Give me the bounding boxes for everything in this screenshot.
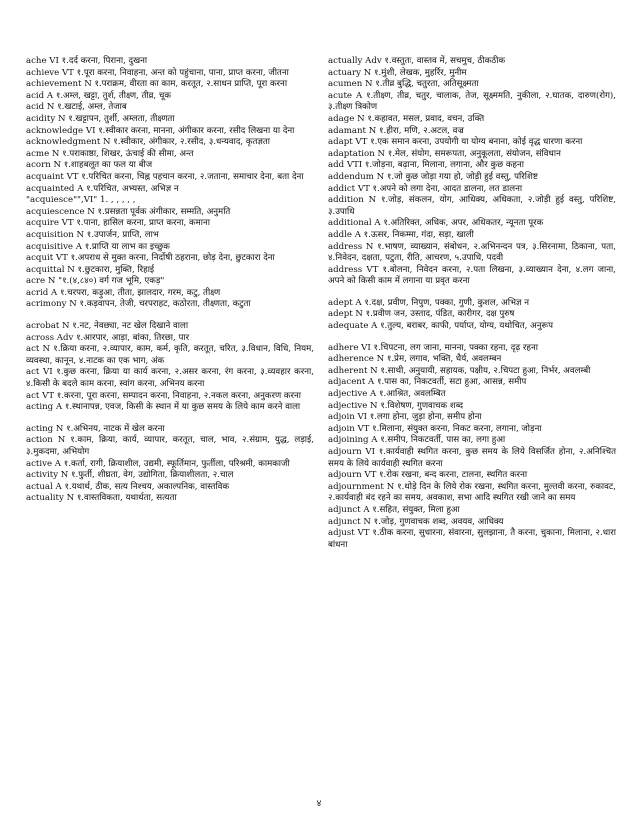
dictionary-entry: acidity N १.खट्टापन, तुर्शी, अम्लता, तीक्ष्णता (26, 113, 175, 124)
dictionary-entry: across Adv १.आरपार, आड़ा, बांका, तिरछा, पार (26, 332, 190, 343)
dictionary-entry: address N १.भाषण, व्याख्यान, संबोधन, २.अभिनन्दन पत्र, ३.सिरनामा, ठिकाना, पता, ४.निवेदन, दक्षता, पटुता, रीति, आचरण, ५.उपाधि, पदवी (328, 241, 616, 264)
dictionary-entry: add VTI १.जोड़ना, बढ़ाना, मिलाना, लगाना, और कुछ कहना (328, 160, 524, 171)
dictionary-entry: acorn N १.शाहबलूत का फल या बीज (26, 160, 153, 171)
dictionary-entry: adjective N १.विशेषण, गुणवाचक शब्द (328, 400, 464, 411)
dictionary-entry: addition N १.जोड़, संकलन, योग, आधिक्य, अधिकता, २.जोड़ी हुई वस्तु, परिशिष्ट, ३.उपाधि (328, 195, 616, 217)
dictionary-entry: acumen N १.तीव्र बुद्धि, चतुरता, अतिसूक्ष्मता (328, 79, 479, 90)
dictionary-entry: act VT १.करना, पूरा करना, सम्पादन करना, निवाहना, २.नकल करना, अनुकरण करना (26, 390, 302, 401)
dictionary-entry: act N १.क्रिया करना, २.व्यापार, काम, कर्म, कृति, करतूत, चरित, ३.विधान, विधि, नियम, व्यवस्था, कानून, ४.नाटक का एक भाग, अंक (26, 344, 314, 366)
dictionary-entry: acknowledgment N १.स्वीकार, अंगीकार, २.रसीद, ३.धन्यवाद, कृतज्ञता (26, 137, 270, 148)
dictionary-entry: adage N १.कहावत, मसल, प्रवाद, वचन, उक्ति (328, 113, 485, 124)
dictionary-entry: acid A १.अम्ल, खट्टा, तुर्श, तीक्ष्ण, तीव्र, चूक (26, 90, 171, 101)
dictionary-entry: actuality N १.वास्तविकता, यथार्थता, सत्यता (26, 493, 177, 504)
left-column (26, 56, 314, 505)
dictionary-entry: acknowledge VI १.स्वीकार करना, मानना, अंगीकार करना, रसीद लिखना या देना (26, 125, 295, 136)
dictionary-entry: acquainted A १.परिचित, अभ्यस्त, अभिज्ञ न (26, 183, 179, 194)
dictionary-entry: acrimony N १.कड़वापन, तेजी, चरपराहट, कठोरता, तीक्ष्णता, कटुता (26, 299, 251, 310)
dictionary-entry: acquaint VT १.परिचित करना, चिह्न पहचान करना, २.जताना, समाचार देना, बता देना (26, 171, 304, 182)
dictionary-entry: acquisitive A १.प्राप्ति या लाभ का इच्छुक (26, 241, 170, 252)
dictionary-entry: adjacent A १.पास का, निकटवर्ती, सटा हुआ, आसन्न, समीप (328, 377, 527, 388)
dictionary-entry: active A १.कर्ता, रागी, क्रियाशील, उद्यमी, स्फूर्तिमान, फुर्तीला, परिश्रमी, कामकाजी (26, 458, 290, 469)
dictionary-entry: addict VT १.अपने को लगा देना, आदत डालना, लत डालना (328, 183, 523, 194)
dictionary-entry: additional A १.अतिरिक्त, अधिक, अपर, अधिकतर, न्यूनता पूरक (328, 218, 544, 229)
dictionary-entry: adjective A १.आश्रित, अवलम्बित (328, 389, 446, 400)
dictionary-entry: acquire VT १.पाना, हासिल करना, प्राप्त करना, कमाना (26, 218, 210, 229)
dictionary-entry: adept N १.प्रवीण जन, उस्ताद, पंडित, कारीगर, दक्ष पुरुष (328, 309, 515, 320)
dictionary-entry: acre N "१.(४,८४०) वर्ग गज भूमि, एकड़" (26, 276, 165, 287)
dictionary-entry: address VT १.बोलना, निवेदन करना, २.पता लिखना, ३.व्याख्यान देना, ४.लग जाना, अपने को किसी काम में लगाना या प्रवृत करना (328, 264, 616, 287)
dictionary-entry: acute A १.तीक्ष्ण, तीव्र, चतुर, चालाक, तेज, सूक्ष्ममति, नुकीला, २.घातक, दारुण(रोग), ३.तीक्ष्ण त्रिकोण (328, 90, 616, 113)
dictionary-entry: adamant N १.हीरा, मणि, २.अटल, वज्र (328, 125, 464, 136)
dictionary-entry: adherence N १.प्रेम, लगाव, भक्ति, धैर्य, अवलम्बन (328, 354, 502, 365)
dictionary-entry: acquit VT १.अपराध से मुक्त करना, निर्दोषी ठहराना, छोड़ देना, छुटकारा देना (26, 253, 275, 264)
dictionary-entry: acrobat N १.नट, नेवछ्या, नट खेल दिखाने वाला (26, 321, 189, 332)
dictionary-entry: adaptation N १.मेल, संयोग, समरूपता, अनुकूलता, संयोजन, संविधान (328, 148, 561, 159)
dictionary-entry: action N १.काम, क्रिया, कार्य, व्यापार, करतूत, चाल, भाव, २.संग्राम, युद्ध, लड़ाई, ३.मुकदमा, अभियोग (26, 435, 314, 457)
dictionary-entry: adhere VI १.चिपटना, लग जाना, मानना, पक्का रहना, दृढ़ रहना (328, 342, 538, 353)
dictionary-entry: actual A १.यथार्थ, ठीक, सत्य निश्चय, अकाल्पनिक, वास्तविक (26, 481, 230, 492)
dictionary-page (26, 56, 616, 796)
page-number: ४ (316, 799, 322, 809)
dictionary-entry: acquittal N १.छुटकारा, मुक्ति, रिहाई (26, 264, 155, 275)
dictionary-entry: adjoin VT १.मिलाना, संयुक्त करना, निकट करना, लगाना, जोड़ना (328, 423, 542, 434)
dictionary-entry: adjoining A १.समीप, निकटवर्ती, पास का, लगा हुआ (328, 435, 506, 446)
dictionary-entry: adjourn VI १.कार्यवाही स्थगित करना, कुछ समय के लिये विसर्जित होना, २.अनिश्चित समय के लिये कार्यवाही स्थगित करना (328, 447, 616, 469)
right-column (328, 56, 616, 551)
dictionary-entry: acting N १.अभिनय, नाटक में खेल करना (26, 423, 165, 434)
dictionary-entry: adjourn VT १.रोक रखना, बन्द करना, टालना, स्थगित करना (328, 470, 528, 481)
dictionary-entry: adjunct N १.जोड़, गुणवाचक शब्द, अवयव, आधिक्य (328, 516, 504, 527)
dictionary-entry: addendum N १.जो कुछ जोड़ा गया हो, जोड़ी हुई वस्तु, परिशिष्ट (328, 171, 538, 182)
dictionary-entry: achieve VT १.पूरा करना, निवाहना, अन्त को पहुंचाना, पाना, प्राप्त करना, जीतना (26, 67, 289, 78)
dictionary-entry: acme N १.पराकाष्ठा, शिखर, ऊंचाई की सीमा, अन्त (26, 148, 194, 159)
dictionary-entry: adjournment N १.थोड़े दिन के लिये रोक रखना, स्थगित करना, मुल्तवी करना, रुकावट, २.कार्यवाही बंद रहने का समय, अवकाश, सभा आदि स्थगित रखी जाने का समय (328, 481, 616, 504)
dictionary-entry: acid N १.खटाई, अम्ल, तेजाब (26, 102, 127, 113)
dictionary-entry: acquisition N १.उपार्जन, प्राप्ति, लाभ (26, 229, 159, 240)
dictionary-entry: adjoin VI १.लगा होना, जुड़ा होना, समीप होना (328, 412, 482, 423)
dictionary-entry: adjunct A १.सहित, संयुक्त, मिला हुआ (328, 504, 460, 515)
dictionary-entry: act VI १.कुछ करना, क्रिया या कार्य करना, २.असर करना, रंग करना, ३.व्यवहार करना, ४.किसी के बदले काम करना, स्वांग करना, अभिनय करना (26, 367, 314, 390)
dictionary-entry: adjust VT १.ठीक करना, सुधारना, संवारना, सुलझाना, तै करना, चुकाना, मिलाना, २.धारा बांधना (328, 528, 616, 550)
dictionary-entry: achievement N १.पराक्रम, वीरता का काम, करतूत, २.साधन प्राप्ति, पूरा करना (26, 79, 288, 90)
dictionary-entry: addle A १.ऊसर, निकम्मा, गंदा, सड़ा, खाली (328, 229, 474, 240)
dictionary-entry: ache VI १.दर्द करना, पिराना, दुखना (26, 56, 148, 66)
dictionary-entry: adherent N १.साथी, अनुयायी, सहायक, पक्षीय, २.चिपटा हुआ, निर्भर, अवलम्बी (328, 365, 591, 376)
dictionary-entry: actually Adv १.वस्तुतः, वास्तव में, सचमुच, ठीकठीक (328, 56, 506, 66)
dictionary-entry: acquiescence N १.प्रसन्नता पूर्वक अंगीकार, सम्मति, अनुमति (26, 206, 231, 217)
dictionary-entry: adequate A १.तुल्य, बराबर, काफी, पर्याप्त, योग्य, यथोचित, अनुरूप (328, 321, 554, 332)
dictionary-entry: adapt VT १.एक समान करना, उपयोगी या योग्य बनाना, कोई वृद्ध धारणा करना (328, 137, 583, 148)
dictionary-entry: actuary N १.मुंशी, लेखक, मुहर्रिर, मुनीम (328, 67, 467, 78)
dictionary-entry: adept A १.दक्ष, प्रवीण, निपुण, पक्का, गुणी, कुशल, अभिज्ञ न (328, 297, 530, 308)
dictionary-entry: activity N १.फुर्ती, शीघ्रता, वेग, उद्योगिता, क्रियाशीलता, २.चाल (26, 470, 234, 481)
dictionary-entry: acrid A १.चरपरा, कड़ुआ, तीता, झालदार, गरम, कटु, तीक्ष्ण (26, 287, 221, 298)
dictionary-entry: "acquiesce"",VI" 1. , , , , , (26, 195, 136, 206)
dictionary-entry: acting A १.स्थानापन्न, एवज, किसी के स्थान में या कुछ समय के लिये काम करने वाला (26, 402, 301, 413)
